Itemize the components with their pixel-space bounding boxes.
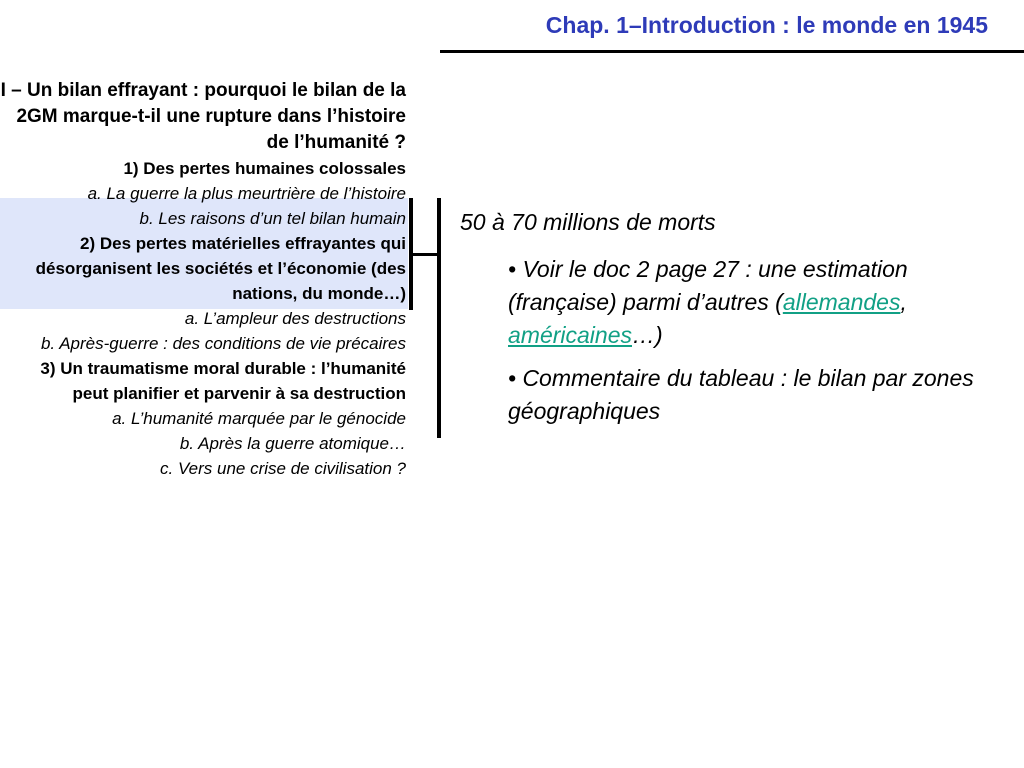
outline-section-2: 2) Des pertes matérielles effrayantes qui désorganisent les sociétés et l’économie (des nations, du monde…)	[35, 234, 406, 303]
bullet-doc-reference	[508, 253, 980, 352]
bullet-doc-text: • Voir le doc 2 page 27 : une estimation (française) parmi d’autres (	[508, 256, 908, 315]
lesson-outline	[0, 78, 406, 481]
title-underline	[440, 50, 1024, 53]
link-americaines[interactable]: américaines	[508, 322, 632, 348]
outline-item-1a: a. La guerre la plus meurtrière de l’histoire	[87, 184, 406, 203]
outline-section-1: 1) Des pertes humaines colossales	[123, 159, 406, 178]
outline-item-3c: c. Vers une crise de civilisation ?	[160, 459, 406, 478]
outline-item-3a: a. L’humanité marquée par le génocide	[112, 409, 406, 428]
outline-item-2b: b. Après-guerre : des conditions de vie précaires	[40, 334, 406, 353]
content-heading: 50 à 70 millions de morts	[460, 209, 716, 235]
outline-section-3: 3) Un traumatisme moral durable : l’humanité peut planifier et parvenir à sa destruction	[40, 359, 406, 403]
bullet-table-commentary: • Commentaire du tableau : le bilan par zones géographiques	[508, 365, 974, 424]
outline-item-2a: a. L’ampleur des destructions	[184, 309, 406, 328]
outline-item-1b: b. Les raisons d’un tel bilan humain	[139, 209, 406, 228]
bullet-doc-suffix: …)	[632, 322, 663, 348]
slide-content	[460, 206, 980, 438]
outline-item-3b: b. Après la guerre atomique…	[179, 434, 406, 453]
link-allemandes[interactable]: allemandes	[782, 289, 901, 315]
bullet-separator: ,	[900, 289, 907, 315]
outline-part-title: I – Un bilan effrayant : pourquoi le bilan de la 2GM marque-t-il une rupture dans l’histoire de l’humanité ?	[0, 80, 406, 153]
slide-title: Chap. 1–Introduction : le monde en 1945	[545, 12, 988, 38]
bracket-outer-line	[437, 198, 441, 438]
